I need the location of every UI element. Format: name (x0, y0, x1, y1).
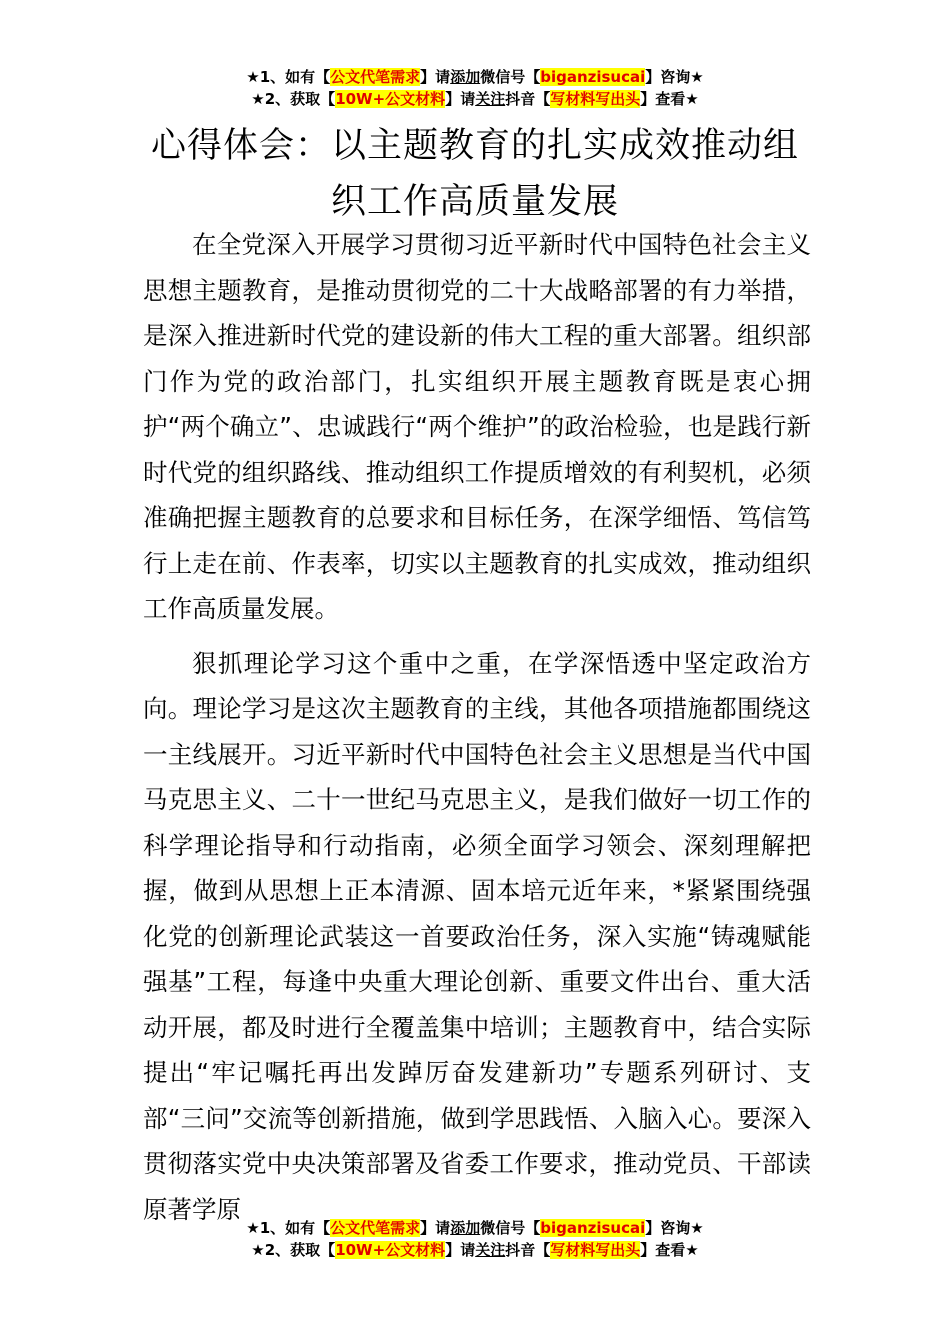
banner-underlined: 添加 (450, 68, 481, 86)
banner-text: 抖音【 (505, 90, 551, 108)
banner-underlined: 添加 (450, 1219, 481, 1237)
banner-text: 微信号【 (480, 1219, 541, 1237)
banner-highlight: 10W+公文材料 (335, 90, 446, 108)
banner-highlight-wechat: biganzisucai (540, 1219, 646, 1237)
banner-text: ★1、如有【 (246, 68, 331, 86)
banner-text: 】请 (420, 68, 451, 86)
paragraph-2: 狠抓理论学习这个重中之重，在学深悟透中坚定政治方向。理论学习是这次主题教育的主线，其他各项措施都围绕这一主线展开。习近平新时代中国特色社会主义思想是当代中国马克思主义、二十一世纪马克思主义，是我们做好一切工作的科学理论指导和行动指南，必须全面学习领会、深刻理解把握，做到从思想上正本清源、固本培元近年来，*紧紧围绕强化党的创新理论武装这一首要政治任务，深入实施“铸魂赋能强基”工程，每逢中央重大理论创新、重要文件出台、重大活动开展，都及时进行全覆盖集中培训；主题教育中，结合实际提出“牢记嘱托再出发踔厉奋发建新功”专题系列研讨、支部“三问”交流等创新措施，做到学思践悟、入脑入心。要深入贯彻落实党中央决策部署及省委工作要求，推动党员、干部读原著学原 (143, 648, 811, 1224)
banner-text: 】查看★ (640, 1241, 699, 1259)
banner-text: ★1、如有【 (246, 1219, 331, 1237)
banner-line-1 (0, 1217, 950, 1239)
banner-line-2 (0, 88, 950, 110)
document-title: 心得体会：以主题教育的扎实成效推动组织工作高质量发展 (150, 126, 799, 222)
banner-text: 】查看★ (640, 90, 699, 108)
banner-highlight-douyin: 写材料写出头 (550, 1241, 641, 1259)
banner-text: 】请 (445, 90, 476, 108)
banner-line-1 (0, 66, 950, 88)
banner-text: ★2、获取【 (251, 90, 336, 108)
banner-highlight: 公文代笔需求 (330, 68, 421, 86)
header-banner (0, 66, 950, 110)
banner-text: 】请 (420, 1219, 451, 1237)
banner-text: 】咨询★ (645, 1219, 704, 1237)
banner-text: 】请 (445, 1241, 476, 1259)
banner-text: 抖音【 (505, 1241, 551, 1259)
banner-underlined: 关注 (475, 90, 506, 108)
banner-underlined: 关注 (475, 1241, 506, 1259)
paragraph-1: 在全党深入开展学习贯彻习近平新时代中国特色社会主义思想主题教育，是推动贯彻党的二十大战略部署的有力举措，是深入推进新时代党的建设新的伟大工程的重大部署。组织部门作为党的政治部门，扎实组织开展主题教育既是衷心拥护“两个确立”、忠诚践行“两个维护”的政治检验，也是践行新时代党的组织路线、推动组织工作提质增效的有利契机，必须准确把握主题教育的总要求和目标任务，在深学细悟、笃信笃行上走在前、作表率，切实以主题教育的扎实成效，推动组织工作高质量发展。 (143, 230, 811, 623)
footer-banner (0, 1217, 950, 1261)
banner-line-2 (0, 1239, 950, 1261)
document-body (143, 222, 811, 1241)
banner-text: ★2、获取【 (251, 1241, 336, 1259)
banner-highlight: 公文代笔需求 (330, 1219, 421, 1237)
banner-highlight: 10W+公文材料 (335, 1241, 446, 1259)
banner-highlight-douyin: 写材料写出头 (550, 90, 641, 108)
banner-highlight-wechat: biganzisucai (540, 68, 646, 86)
banner-text: 】咨询★ (645, 68, 704, 86)
banner-text: 微信号【 (480, 68, 541, 86)
